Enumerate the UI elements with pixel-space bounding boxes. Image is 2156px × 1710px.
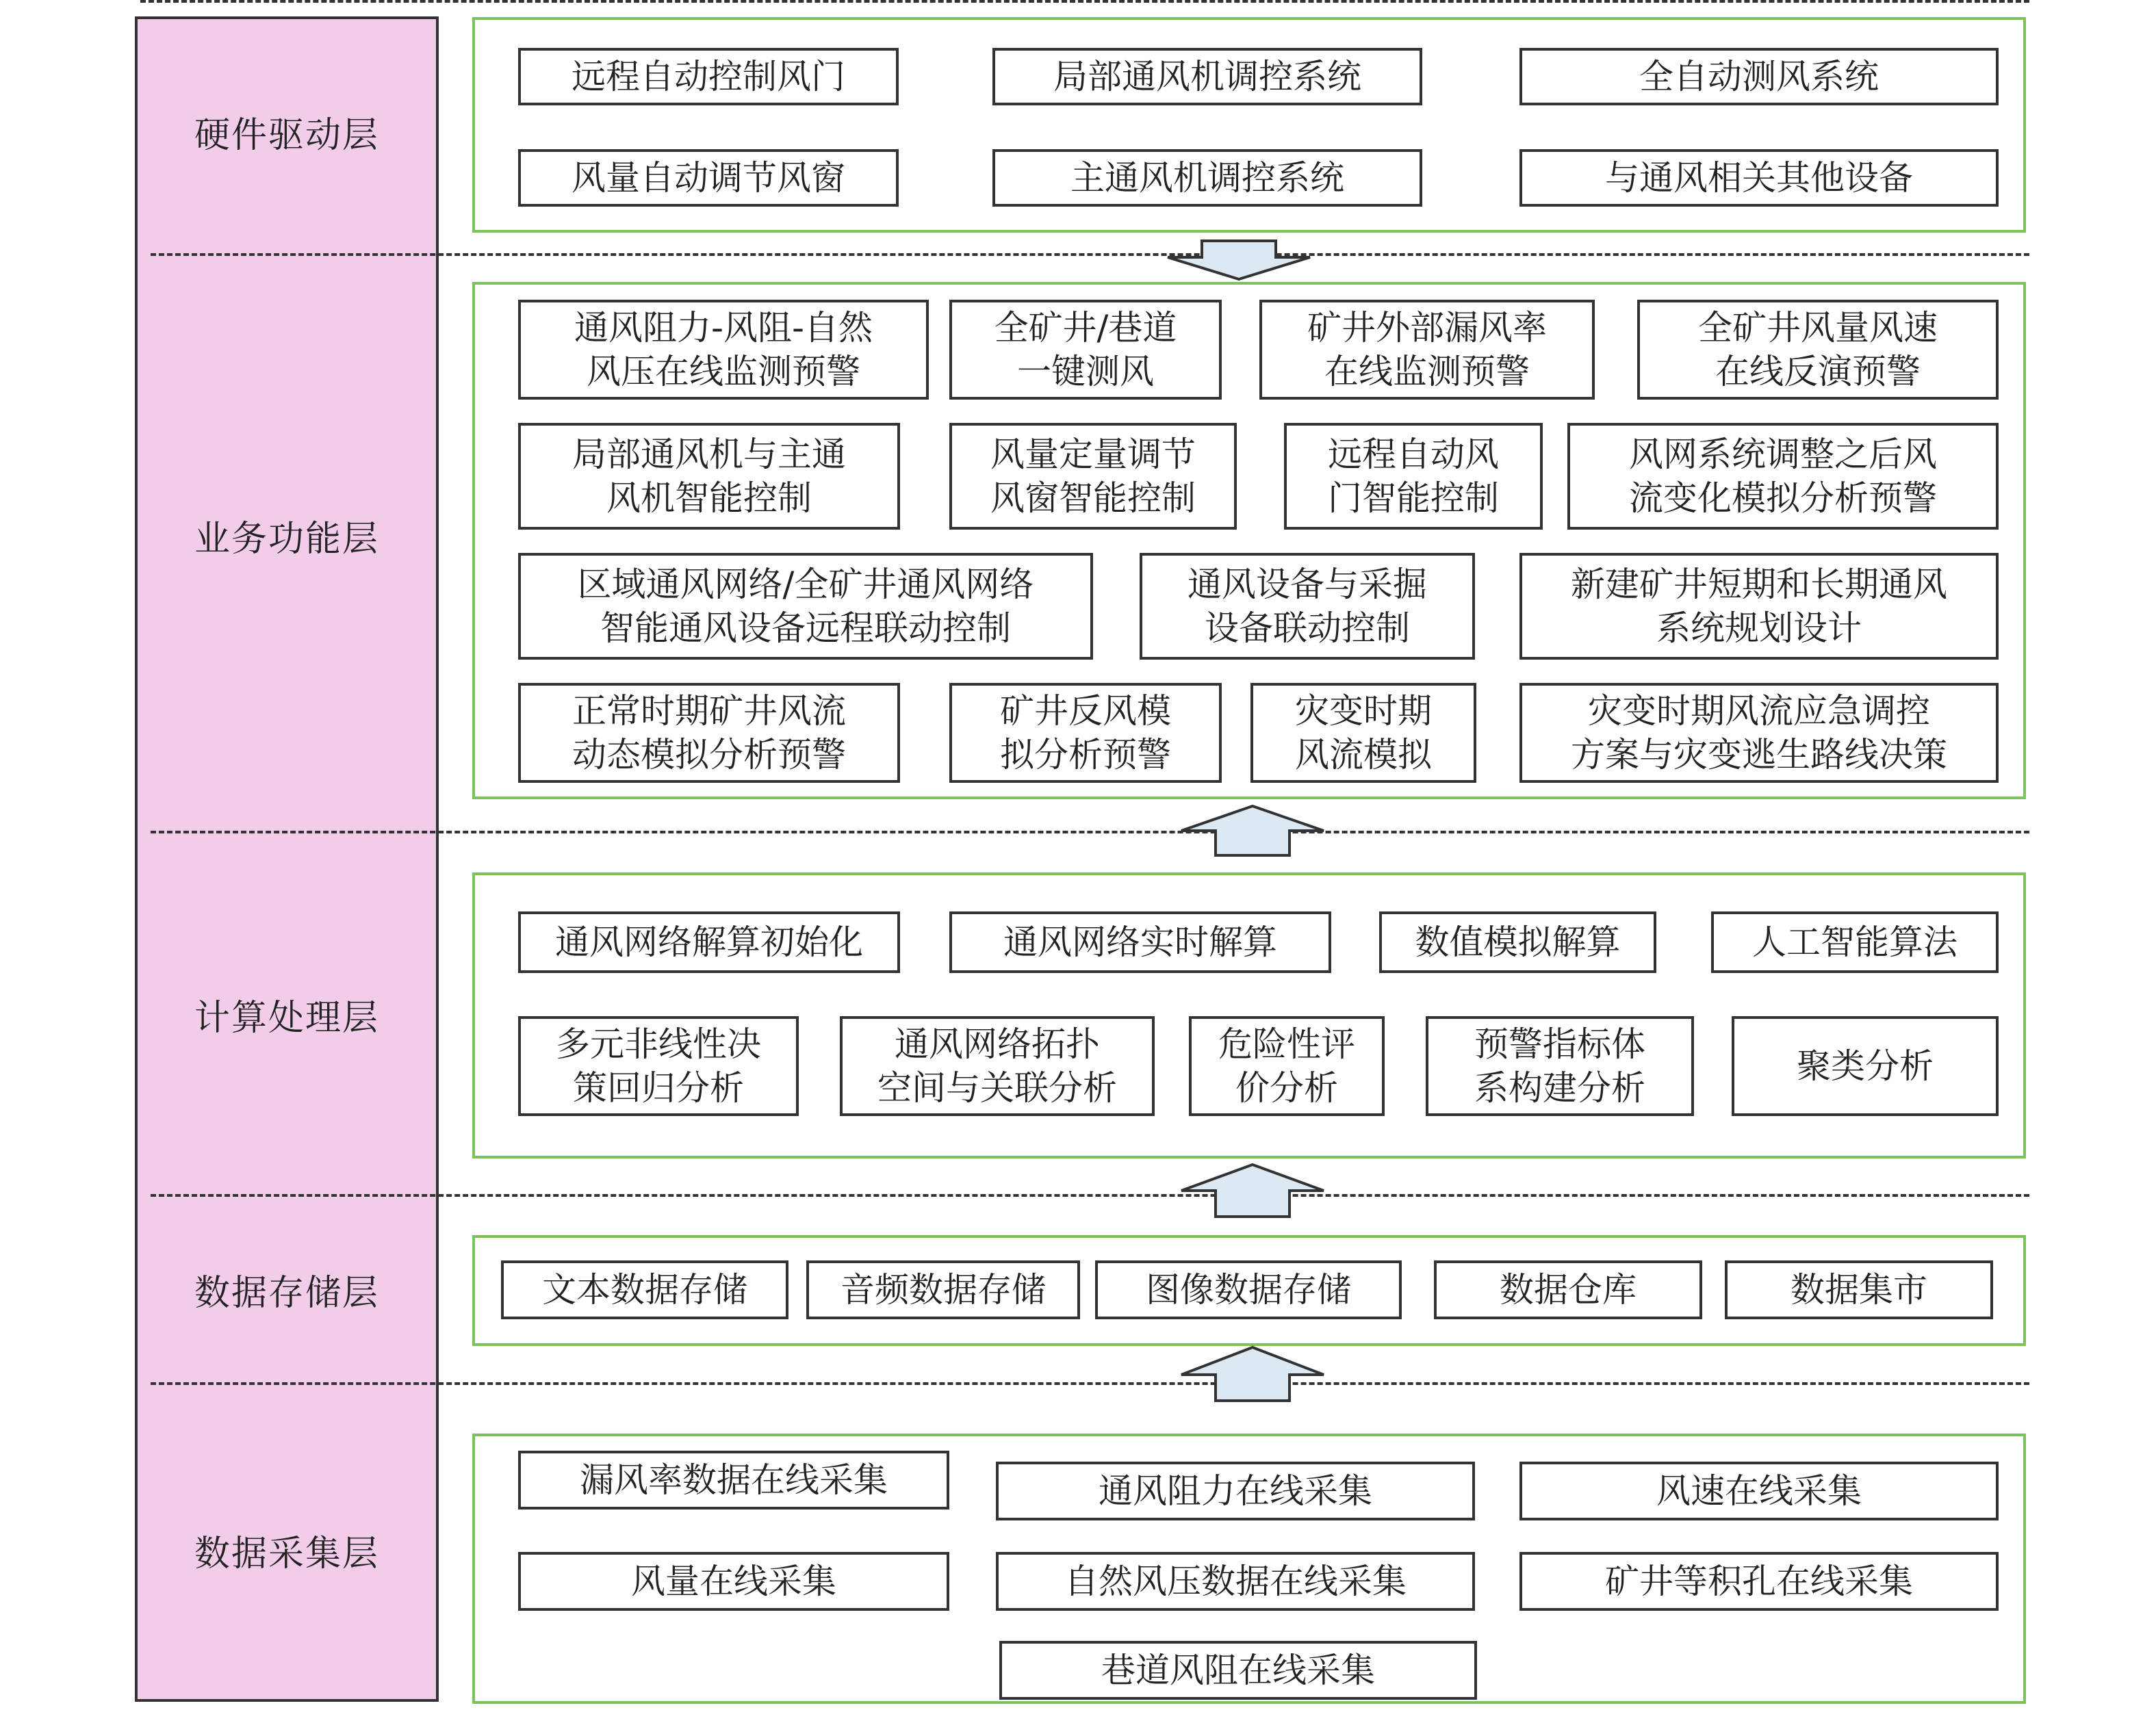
business-node: 全矿井风量风速 在线反演预警 xyxy=(1637,300,1999,400)
hardware-node: 全自动测风系统 xyxy=(1519,48,1999,105)
collect-node: 漏风率数据在线采集 xyxy=(518,1451,949,1510)
collect-node: 通风阻力在线采集 xyxy=(996,1462,1475,1520)
layer-label-collect: 数据采集层 xyxy=(194,1533,379,1575)
business-node: 局部通风机与主通 风机智能控制 xyxy=(518,423,900,530)
compute-node: 预警指标体 系构建分析 xyxy=(1426,1016,1694,1116)
arrow-down-icon xyxy=(1164,239,1314,281)
compute-node: 通风网络拓扑 空间与关联分析 xyxy=(840,1016,1155,1116)
storage-node: 图像数据存储 xyxy=(1095,1260,1402,1319)
compute-node: 人工智能算法 xyxy=(1711,911,1999,973)
storage-node: 数据仓库 xyxy=(1434,1260,1702,1319)
hardware-node: 主通风机调控系统 xyxy=(992,149,1422,207)
storage-node: 数据集市 xyxy=(1725,1260,1993,1319)
compute-node: 通风网络实时解算 xyxy=(949,911,1331,973)
separator-4 xyxy=(151,1382,2029,1385)
business-node: 通风设备与采掘 设备联动控制 xyxy=(1140,553,1475,660)
compute-node: 多元非线性决 策回归分析 xyxy=(518,1016,799,1116)
arrow-up-icon xyxy=(1177,1345,1328,1403)
business-node: 全矿井/巷道 一键测风 xyxy=(949,300,1222,400)
business-node: 新建矿井短期和长期通风 系统规划设计 xyxy=(1519,553,1999,660)
separator-top xyxy=(140,0,2029,3)
layer-label-business: 业务功能层 xyxy=(194,519,379,560)
collect-node: 巷道风阻在线采集 xyxy=(999,1641,1477,1700)
business-node: 风网系统调整之后风 流变化模拟分析预警 xyxy=(1567,423,1999,530)
compute-node: 聚类分析 xyxy=(1732,1016,1999,1116)
storage-node: 文本数据存储 xyxy=(501,1260,788,1319)
business-node: 正常时期矿井风流 动态模拟分析预警 xyxy=(518,683,900,783)
layer-label-compute: 计算处理层 xyxy=(194,998,379,1039)
collect-node: 自然风压数据在线采集 xyxy=(996,1552,1475,1611)
business-node: 矿井外部漏风率 在线监测预警 xyxy=(1259,300,1595,400)
separator-2 xyxy=(151,831,2029,833)
compute-node: 危险性评 价分析 xyxy=(1189,1016,1385,1116)
collect-node: 风速在线采集 xyxy=(1519,1462,1999,1520)
business-node: 矿井反风模 拟分析预警 xyxy=(949,683,1222,783)
layer-label-storage: 数据存储层 xyxy=(194,1273,379,1314)
storage-node: 音频数据存储 xyxy=(806,1260,1080,1319)
business-node: 远程自动风 门智能控制 xyxy=(1284,423,1543,530)
business-node: 区域通风网络/全矿井通风网络 智能通风设备远程联动控制 xyxy=(518,553,1093,660)
separator-3 xyxy=(151,1194,2029,1197)
layer-sidebar xyxy=(135,16,439,1702)
hardware-node: 风量自动调节风窗 xyxy=(518,149,899,207)
separator-1 xyxy=(151,253,2029,256)
hardware-node: 局部通风机调控系统 xyxy=(992,48,1422,105)
hardware-node: 远程自动控制风门 xyxy=(518,48,899,105)
layer-label-hardware: 硬件驱动层 xyxy=(194,115,379,156)
compute-node: 数值模拟解算 xyxy=(1379,911,1656,973)
arrow-up-icon xyxy=(1177,1162,1328,1219)
business-node: 通风阻力-风阻-自然 风压在线监测预警 xyxy=(518,300,929,400)
business-node: 灾变时期风流应急调控 方案与灾变逃生路线决策 xyxy=(1519,683,1999,783)
business-node: 风量定量调节 风窗智能控制 xyxy=(949,423,1237,530)
business-node: 灾变时期 风流模拟 xyxy=(1250,683,1476,783)
collect-node: 矿井等积孔在线采集 xyxy=(1519,1552,1999,1611)
hardware-node: 与通风相关其他设备 xyxy=(1519,149,1999,207)
collect-node: 风量在线采集 xyxy=(518,1552,949,1611)
arrow-up-icon xyxy=(1177,803,1328,858)
compute-node: 通风网络解算初始化 xyxy=(518,911,900,973)
